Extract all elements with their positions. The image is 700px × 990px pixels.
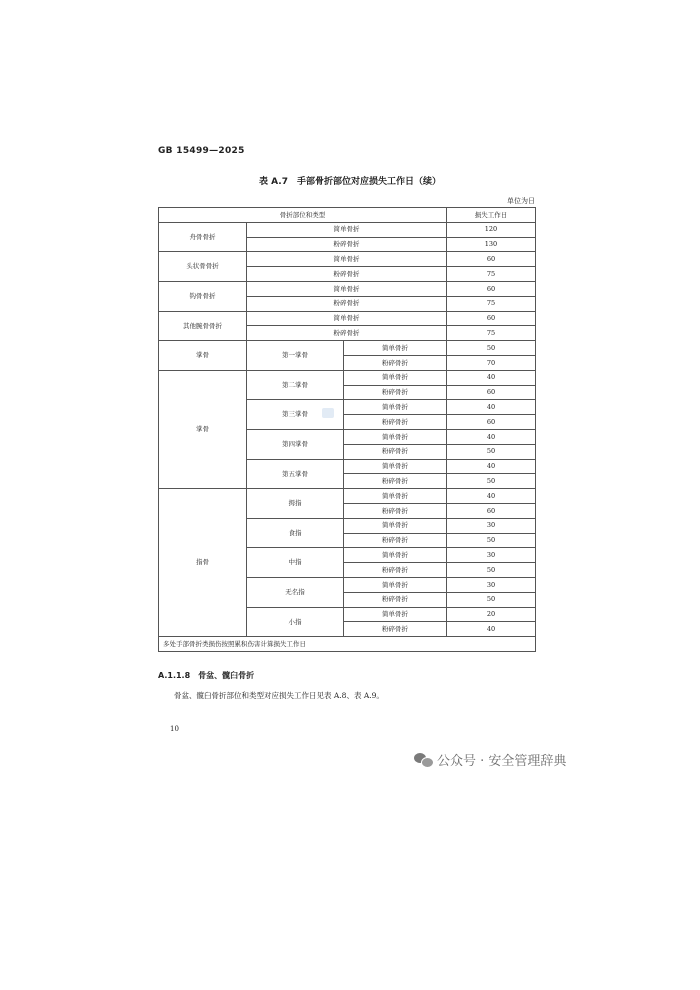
header-site-type: 骨折部位和类型 [159,208,447,223]
bone-sub-name: 第四掌骨 [247,429,344,459]
lost-days: 60 [447,252,536,267]
bone-name: 头状骨骨折 [159,252,247,282]
fracture-type: 粉碎骨折 [344,385,447,400]
fracture-type: 简单骨折 [344,548,447,563]
lost-days: 75 [447,326,536,341]
table-row [159,281,536,296]
fracture-type: 简单骨折 [344,341,447,356]
table-header-row [159,208,536,223]
bone-group-name: 指骨 [159,489,247,637]
bone-sub-name: 无名指 [247,577,344,607]
scan-mark-icon [322,408,334,418]
bone-sub-name: 中指 [247,548,344,578]
fracture-type: 粉碎骨折 [344,444,447,459]
lost-days: 50 [447,444,536,459]
lost-days: 50 [447,563,536,578]
lost-days: 120 [447,222,536,237]
lost-days: 60 [447,385,536,400]
bone-sub-name: 第五掌骨 [247,459,344,489]
watermark [414,750,566,769]
lost-days: 20 [447,607,536,622]
table-row [159,252,536,267]
fracture-type: 粉碎骨折 [344,355,447,370]
fracture-type: 粉碎骨折 [344,533,447,548]
table-row [159,489,536,504]
bone-name: 钩骨骨折 [159,281,247,311]
bone-group-name: 掌骨 [159,341,247,371]
section-title: 骨盆、髋臼骨折 [198,671,255,680]
lost-days: 50 [447,474,536,489]
fracture-type: 粉碎骨折 [247,296,447,311]
fracture-type: 简单骨折 [247,311,447,326]
fracture-type: 粉碎骨折 [344,592,447,607]
bone-name: 舟骨骨折 [159,222,247,252]
fracture-type: 粉碎骨折 [247,237,447,252]
lost-days: 40 [447,400,536,415]
fracture-type: 简单骨折 [247,281,447,296]
table-note-row [159,637,536,652]
fracture-type: 粉碎骨折 [344,622,447,637]
lost-days: 130 [447,237,536,252]
table-row [159,341,536,356]
fracture-type: 简单骨折 [344,459,447,474]
bone-sub-name: 食指 [247,518,344,548]
fracture-type: 粉碎骨折 [344,503,447,518]
table-row [159,222,536,237]
table-row [159,370,536,385]
fracture-type: 粉碎骨折 [344,563,447,578]
fracture-type: 简单骨折 [344,577,447,592]
lost-days: 60 [447,311,536,326]
fracture-type: 简单骨折 [344,607,447,622]
fracture-type: 粉碎骨折 [247,267,447,282]
fracture-type: 简单骨折 [247,252,447,267]
fracture-type: 简单骨折 [344,429,447,444]
bone-sub-name: 拇指 [247,489,344,519]
standard-code: GB 15499—2025 [158,146,245,156]
body-paragraph: 骨盆、髋臼骨折部位和类型对应损失工作日见表 A.8、表 A.9。 [174,691,384,700]
lost-days: 60 [447,415,536,430]
bone-sub-name: 小指 [247,607,344,637]
header-days: 损失工作日 [447,208,536,223]
table-title: 表 A.7 手部骨折部位对应损失工作日（续） [259,177,441,187]
fracture-type: 简单骨折 [344,489,447,504]
lost-days: 30 [447,548,536,563]
watermark-text: 公众号 · 安全管理辞典 [437,754,567,769]
lost-days: 30 [447,518,536,533]
bone-name: 其他腕骨骨折 [159,311,247,341]
table-note: 多处手部骨折类损伤按照累积伤害计算损失工作日 [159,637,536,652]
fracture-table [158,207,536,652]
table-row [159,311,536,326]
lost-days: 40 [447,429,536,444]
lost-days: 40 [447,622,536,637]
fracture-type: 粉碎骨折 [247,326,447,341]
bone-group-name: 掌骨 [159,370,247,488]
page-number: 10 [170,725,179,733]
lost-days: 50 [447,341,536,356]
fracture-type: 粉碎骨折 [344,474,447,489]
lost-days: 75 [447,296,536,311]
lost-days: 70 [447,355,536,370]
fracture-type: 简单骨折 [247,222,447,237]
lost-days: 50 [447,533,536,548]
unit-label: 单位为日 [507,197,535,205]
section-heading [158,670,254,681]
fracture-type: 粉碎骨折 [344,415,447,430]
lost-days: 40 [447,459,536,474]
lost-days: 30 [447,577,536,592]
wechat-icon [414,753,432,767]
fracture-type: 简单骨折 [344,518,447,533]
lost-days: 60 [447,281,536,296]
fracture-type: 简单骨折 [344,370,447,385]
bone-sub-name: 第一掌骨 [247,341,344,371]
lost-days: 40 [447,489,536,504]
bone-sub-name: 第三掌骨 [247,400,344,430]
section-number: A.1.1.8 [158,671,191,680]
lost-days: 40 [447,370,536,385]
lost-days: 75 [447,267,536,282]
lost-days: 60 [447,503,536,518]
fracture-type: 简单骨折 [344,400,447,415]
bone-sub-name: 第二掌骨 [247,370,344,400]
lost-days: 50 [447,592,536,607]
